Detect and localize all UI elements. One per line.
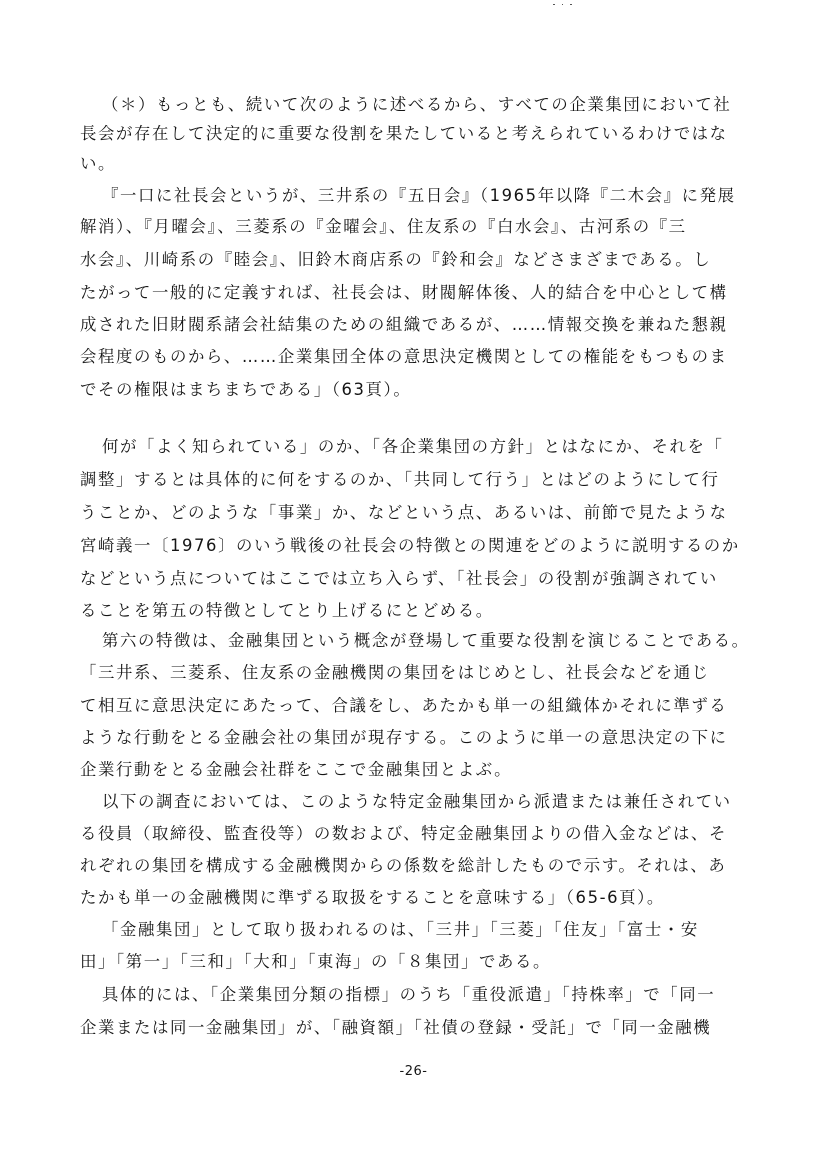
text-line: 「三井系、三菱系、住友系の金融機関の集団をはじめとし、社長会などを通じ xyxy=(80,663,710,682)
text-line: 会程度のものから、……企業集団全体の意思決定機関としての権能をもつものま xyxy=(80,347,728,366)
text-line: 企業行動をとる金融会社群をここで金融集団とよぶ。 xyxy=(80,760,513,779)
text-line: て相互に意思決定にあたって、合議をし、あたかも単一の組織体かそれに準ずる xyxy=(80,696,728,715)
text-line: 成された旧財閥系諸会社結集のための組織であるが、……情報交換を兼ねた懇親 xyxy=(80,315,728,334)
text-line: 「金融集団」として取り扱われるのは、「三井」「三菱」「住友」「富士・安 xyxy=(102,920,699,939)
scan-speck xyxy=(570,4,572,5)
text-line: れぞれの集団を構成する金融機関からの係数を総計したもので示す。それは、あ xyxy=(80,856,727,875)
text-line: ることを第五の特徴としてとり上げるにとどめる。 xyxy=(80,601,494,620)
text-line: でその権限はまちまちである」（63頁）。 xyxy=(80,380,412,399)
text-line: 解消）、『月曜会』、三菱系の『金曜会』、住友系の『白水会』、古河系の『三 xyxy=(80,217,687,236)
text-line: たがって一般的に定義すれば、社長会は、財閥解体後、人的結合を中心として構 xyxy=(80,283,728,302)
text-line: 企業または同一金融集団」が、「融資額」「社債の登録・受託」で「同一金融機 xyxy=(80,1018,712,1037)
text-line: 『一口に社長会というが、三井系の『五日会』（1965年以降『二木会』に発展 xyxy=(102,186,736,205)
text-line: 具体的には、「企業集団分類の指標」のうち「重役派遣」「持株率」で「同一 xyxy=(102,985,716,1004)
text-line: 何が「よく知られている」のか、「各企業集団の方針」とはなにか、それを「 xyxy=(102,437,724,456)
scan-speck xyxy=(553,4,555,5)
text-line: 調整」するとは具体的に何をするのか、「共同して行う」とはどのようにして行 xyxy=(80,470,720,489)
text-line: 田」「第一」「三和」「大和」「東海」の「８集団」である。 xyxy=(80,952,551,971)
text-line: 水会』、川崎系の『睦会』、旧鈴木商店系の『鈴和会』などさまざまである。し xyxy=(80,250,712,269)
text-line: ような行動をとる金融会社の集団が現存する。このように単一の意思決定の下に xyxy=(80,728,728,747)
text-line: うことか、どのような「事業」か、などという点、あるいは、前節で見たような xyxy=(80,503,728,522)
text-line: 長会が存在して決定的に重要な役割を果たしていると考えられているわけではな xyxy=(80,124,728,143)
text-line: る役員（取締役、監査役等）の数および、特定金融集団よりの借入金などは、そ xyxy=(80,824,728,843)
page-number: -26- xyxy=(399,1064,428,1079)
text-line: などという点についてはここでは立ち入らず、「社長会」の役割が強調されてい xyxy=(80,569,718,588)
text-line: い。 xyxy=(80,154,116,173)
text-line: 宮崎義一〔1976〕のいう戦後の社長会の特徴との関連をどのように説明するのか xyxy=(80,536,740,555)
scan-speck xyxy=(562,4,563,5)
text-line: たかも単一の金融機関に準ずる取扱をすることを意味する」（65-6頁）。 xyxy=(80,888,665,907)
text-line: 以下の調査においては、このような特定金融集団から派遣または兼任されてい xyxy=(102,792,732,811)
text-line: （＊）もっとも、続いて次のように述べるから、すべての企業集団において社 xyxy=(102,95,732,114)
text-line: 第六の特徴は、金融集団という概念が登場して重要な役割を演じることである。 xyxy=(102,631,750,650)
